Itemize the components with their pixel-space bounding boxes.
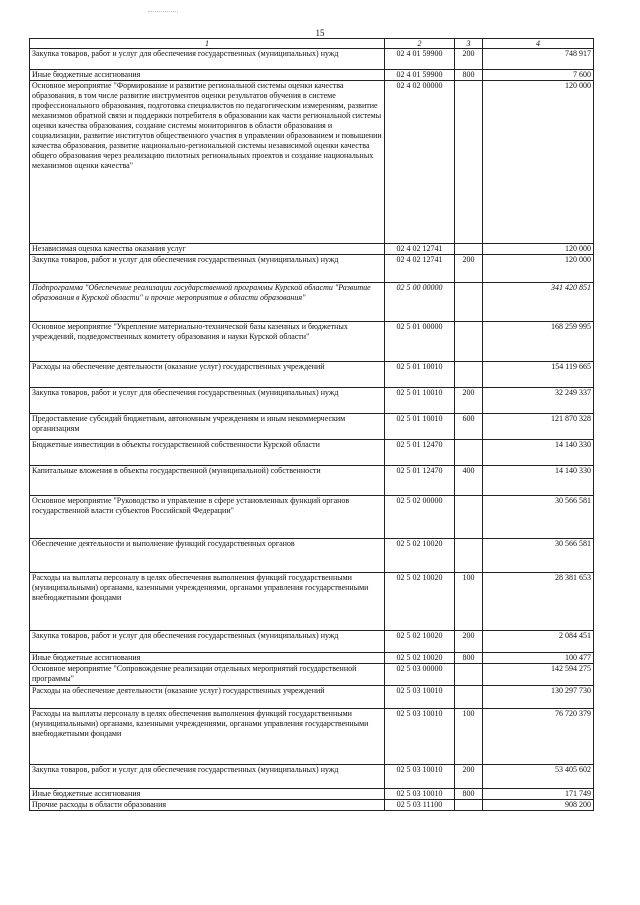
row-name: Расходы на выплаты персоналу в целях обеспечения выполнения функций государственными (муниципальными) органами, казенными учреждениями, органами управления государственными внебюджетными фондами [30, 573, 385, 631]
row-code: 02 5 01 10010 [385, 362, 455, 388]
row-vr: 800 [455, 789, 483, 800]
row-code: 02 5 00 00000 [385, 283, 455, 322]
row-name: Иные бюджетные ассигнования [30, 653, 385, 664]
row-sum: 2 084 451 [483, 631, 594, 653]
row-vr: 200 [455, 255, 483, 283]
table-row [30, 573, 594, 631]
row-vr: 200 [455, 765, 483, 789]
scan-artifact [148, 11, 178, 14]
row-code: 02 5 03 10010 [385, 765, 455, 789]
table-row [30, 322, 594, 362]
row-sum: 130 297 730 [483, 686, 594, 709]
table-row [30, 283, 594, 322]
row-name: Иные бюджетные ассигнования [30, 70, 385, 81]
header-col-code: 2 [385, 39, 455, 49]
row-sum: 142 594 275 [483, 664, 594, 686]
row-vr: 100 [455, 573, 483, 631]
row-vr [455, 800, 483, 811]
table-row [30, 81, 594, 244]
row-name: Подпрограмма "Обеспечение реализации государственной программы Курской области "Развитие образования в Курской области" и прочие мероприятия в области образования" [30, 283, 385, 322]
row-name: Закупка товаров, работ и услуг для обеспечения государственных (муниципальных) нужд [30, 49, 385, 70]
row-name: Основное мероприятие "Сопровождение реализации отдельных мероприятий государственной программы" [30, 664, 385, 686]
table-row [30, 255, 594, 283]
row-sum: 30 566 581 [483, 496, 594, 539]
row-sum: 120 000 [483, 255, 594, 283]
row-sum: 341 420 851 [483, 283, 594, 322]
row-vr: 200 [455, 631, 483, 653]
table-row [30, 653, 594, 664]
row-name: Закупка товаров, работ и услуг для обеспечения государственных (муниципальных) нужд [30, 631, 385, 653]
row-code: 02 5 03 10010 [385, 709, 455, 765]
row-name: Основное мероприятие "Укрепление материально-технической базы казенных и бюджетных учреждений, подведомственных комитету образования и науки Курской области" [30, 322, 385, 362]
table-row [30, 539, 594, 573]
page-number: 15 [315, 28, 325, 38]
row-vr [455, 244, 483, 255]
row-vr: 200 [455, 388, 483, 414]
table-row [30, 496, 594, 539]
row-name: Закупка товаров, работ и услуг для обеспечения государственных (муниципальных) нужд [30, 255, 385, 283]
row-code: 02 4 01 59900 [385, 70, 455, 81]
row-name: Прочие расходы в области образования [30, 800, 385, 811]
row-code: 02 5 03 11100 [385, 800, 455, 811]
table-row [30, 466, 594, 496]
row-vr [455, 283, 483, 322]
row-name: Основное мероприятие "Руководство и управление в сфере установленных функций органов государственной власти субъектов Российской Федерации" [30, 496, 385, 539]
row-name: Закупка товаров, работ и услуг для обеспечения государственных (муниципальных) нужд [30, 765, 385, 789]
row-sum: 28 381 653 [483, 573, 594, 631]
row-vr: 800 [455, 653, 483, 664]
row-name: Расходы на выплаты персоналу в целях обеспечения выполнения функций государственными (муниципальными) органами, казенными учреждениями, органами управления государственными внебюджетными фондами [30, 709, 385, 765]
row-code: 02 5 01 00000 [385, 322, 455, 362]
row-name: Закупка товаров, работ и услуг для обеспечения государственных (муниципальных) нужд [30, 388, 385, 414]
table-row [30, 800, 594, 811]
row-code: 02 5 01 10010 [385, 388, 455, 414]
table-row [30, 664, 594, 686]
table-row [30, 440, 594, 466]
table-row [30, 631, 594, 653]
table-row [30, 70, 594, 81]
row-sum: 748 917 [483, 49, 594, 70]
row-vr [455, 496, 483, 539]
row-sum: 120 000 [483, 81, 594, 244]
row-name: Бюджетные инвестиции в объекты государственной собственности Курской области [30, 440, 385, 466]
row-sum: 100 477 [483, 653, 594, 664]
row-code: 02 5 01 12470 [385, 440, 455, 466]
row-name: Расходы на обеспечение деятельности (оказание услуг) государственных учреждений [30, 362, 385, 388]
row-sum: 53 405 602 [483, 765, 594, 789]
row-code: 02 5 02 10020 [385, 539, 455, 573]
row-name: Обеспечение деятельности и выполнение функций государственных органов [30, 539, 385, 573]
row-vr [455, 686, 483, 709]
row-vr [455, 539, 483, 573]
table-row [30, 686, 594, 709]
table-row [30, 244, 594, 255]
row-sum: 32 249 337 [483, 388, 594, 414]
row-code: 02 5 03 10010 [385, 789, 455, 800]
row-sum: 168 259 995 [483, 322, 594, 362]
budget-table [29, 38, 594, 811]
row-vr [455, 440, 483, 466]
row-sum: 14 140 330 [483, 466, 594, 496]
row-name: Расходы на обеспечение деятельности (оказание услуг) государственных учреждений [30, 686, 385, 709]
row-code: 02 5 01 10010 [385, 414, 455, 440]
row-name: Иные бюджетные ассигнования [30, 789, 385, 800]
table-row [30, 765, 594, 789]
row-vr [455, 322, 483, 362]
row-sum: 76 720 379 [483, 709, 594, 765]
row-sum: 171 749 [483, 789, 594, 800]
row-code: 02 4 02 12741 [385, 244, 455, 255]
row-vr [455, 664, 483, 686]
row-code: 02 5 03 00000 [385, 664, 455, 686]
row-code: 02 4 02 12741 [385, 255, 455, 283]
header-row [30, 39, 594, 49]
table-row [30, 414, 594, 440]
row-code: 02 4 02 00000 [385, 81, 455, 244]
table-row [30, 362, 594, 388]
row-sum: 120 000 [483, 244, 594, 255]
header-col-vr: 3 [455, 39, 483, 49]
row-code: 02 5 02 10020 [385, 573, 455, 631]
row-vr: 200 [455, 49, 483, 70]
row-sum: 121 870 328 [483, 414, 594, 440]
row-name: Независимая оценка качества оказания услуг [30, 244, 385, 255]
row-code: 02 5 02 10020 [385, 653, 455, 664]
row-sum: 908 200 [483, 800, 594, 811]
row-vr: 800 [455, 70, 483, 81]
row-sum: 154 119 665 [483, 362, 594, 388]
row-code: 02 4 01 59900 [385, 49, 455, 70]
row-code: 02 5 02 10020 [385, 631, 455, 653]
row-sum: 7 600 [483, 70, 594, 81]
header-col-sum: 4 [483, 39, 594, 49]
table-row [30, 49, 594, 70]
table-row [30, 388, 594, 414]
row-code: 02 5 03 10010 [385, 686, 455, 709]
row-name: Предоставление субсидий бюджетным, автономным учреждениям и иным некоммерческим организациям [30, 414, 385, 440]
header-col-name: 1 [30, 39, 385, 49]
row-vr [455, 362, 483, 388]
row-code: 02 5 01 12470 [385, 466, 455, 496]
row-vr: 400 [455, 466, 483, 496]
row-vr [455, 81, 483, 244]
row-sum: 14 140 330 [483, 440, 594, 466]
row-code: 02 5 02 00000 [385, 496, 455, 539]
table-row [30, 789, 594, 800]
row-vr: 100 [455, 709, 483, 765]
table-row [30, 709, 594, 765]
row-vr: 600 [455, 414, 483, 440]
row-name: Основное мероприятие "Формирование и развитие региональной системы оценки качества образования, в том числе развитие инструментов оценки результатов обучения в системе профессионального образования, подготовка специалистов по педагогическим измерениям, развитие механизмов обратной связи и поддержки потребителя в образовании как части региональной системы оценки качества образования, создание системы мониторингов в области образования и социализации, развитие институтов общественного участия в управлении образованием и повышении качества образования, развитие национально-региональной системы независимой оценки качества общего образования через реализацию пилотных региональных проектов и создание национальных механизмов оценки качества" [30, 81, 385, 244]
row-name: Капитальные вложения в объекты государственной (муниципальной) собственности [30, 466, 385, 496]
row-sum: 30 566 581 [483, 539, 594, 573]
